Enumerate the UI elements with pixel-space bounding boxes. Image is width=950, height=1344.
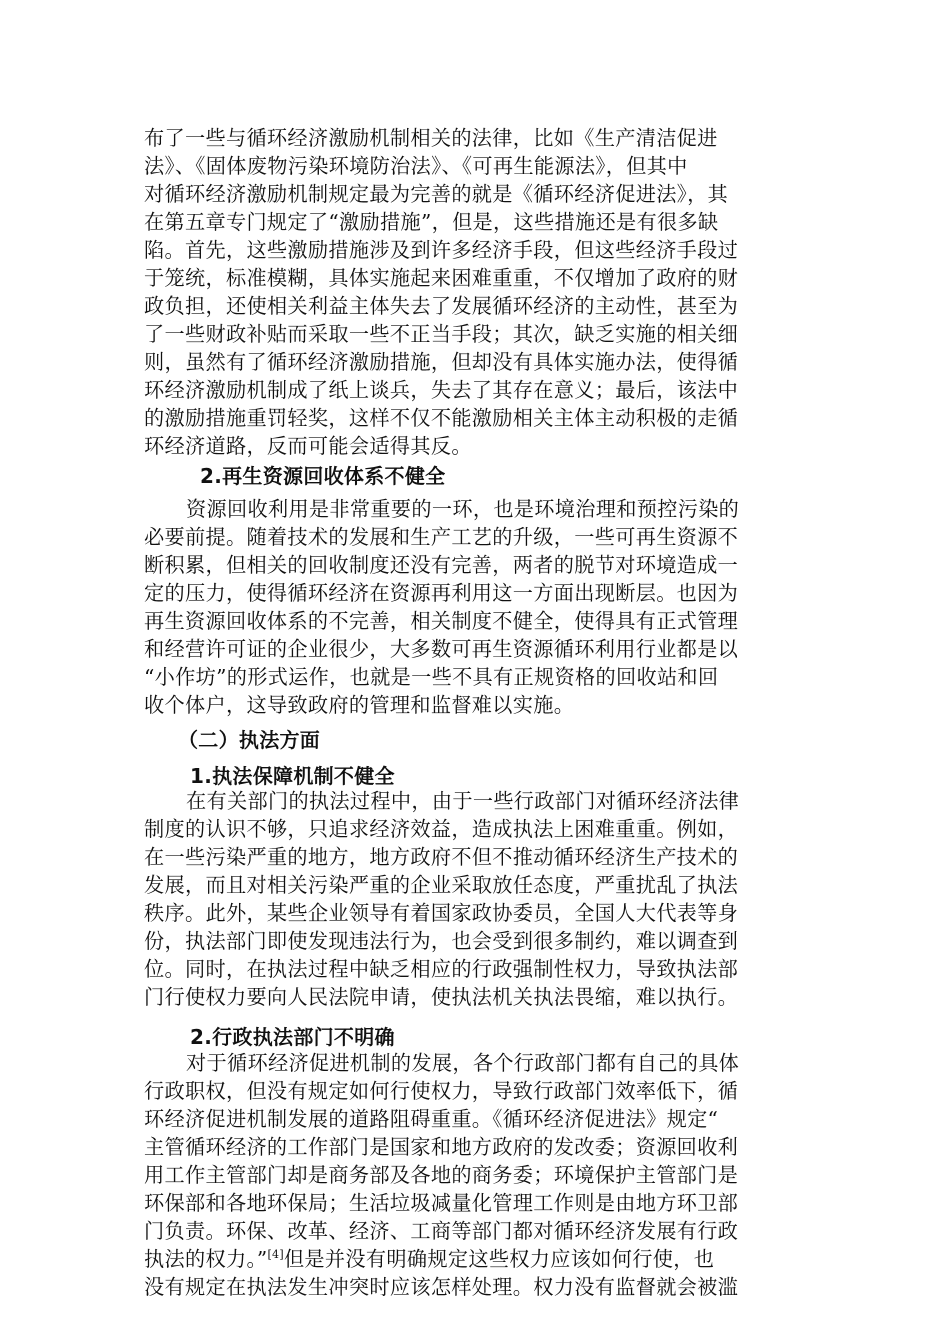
text-line: 环经济道路，反而可能会适得其反。 xyxy=(144,434,472,458)
text-line: 布了一些与循环经济激励机制相关的法律，比如《生产清洁促进 xyxy=(144,126,718,150)
text-line: 门行使权力要向人民法院申请，使执法机关执法畏缩，难以执行。 xyxy=(144,985,739,1009)
text-line: 的激励措施重罚轻奖，这样不仅不能激励相关主体主动积极的走循 xyxy=(144,406,739,430)
section-heading: 2.再生资源回收体系不健全 xyxy=(200,464,446,488)
text-line: 必要前提。随着技术的发展和生产工艺的升级，一些可再生资源不 xyxy=(144,525,739,549)
text-line: 制度的认识不够，只追求经济效益，造成执法上困难重重。例如， xyxy=(144,817,739,841)
text-line: 用工作主管部门却是商务部及各地的商务委；环境保护主管部门是 xyxy=(144,1163,739,1187)
text-line: 主管循环经济的工作部门是国家和地方政府的发改委；资源回收利 xyxy=(144,1135,739,1159)
text-line: 环保部和各地环保局；生活垃圾减量化管理工作则是由地方环卫部 xyxy=(144,1191,739,1215)
text-line: 断积累，但相关的回收制度还没有完善，两者的脱节对环境造成一 xyxy=(144,553,739,577)
subsection-heading: 2.行政执法部门不明确 xyxy=(190,1025,395,1049)
text-line: 在第五章专门规定了“激励措施”，但是，这些措施还是有很多缺 xyxy=(144,210,719,234)
text-line: 环经济激励机制成了纸上谈兵，失去了其存在意义；最后，该法中 xyxy=(144,378,739,402)
text-line: 行政职权，但没有规定如何行使权力，导致行政部门效率低下，循 xyxy=(144,1079,739,1103)
text-line: 没有规定在执法发生冲突时应该怎样处理。权力没有监督就会被滥 xyxy=(144,1275,739,1299)
text-span: 执法的权力。” xyxy=(144,1247,268,1271)
text-line: 收个体户，这导致政府的管理和监督难以实施。 xyxy=(144,693,575,717)
text-line: 了一些财政补贴而采取一些不正当手段；其次，缺乏实施的相关细 xyxy=(144,322,739,346)
text-line: 政负担，还使相关利益主体失去了发展循环经济的主动性，甚至为 xyxy=(144,294,739,318)
text-line: 门负责。环保、改革、经济、工商等部门都对循环经济发展有行政 xyxy=(144,1219,739,1243)
text-line xyxy=(144,1245,714,1273)
text-line: 在有关部门的执法过程中，由于一些行政部门对循环经济法律 xyxy=(186,789,740,813)
text-line: 份，执法部门即使发现违法行为，也会受到很多制约，难以调查到 xyxy=(144,929,739,953)
text-line: 环经济促进机制发展的道路阻碍重重。《循环经济促进法》规定“ xyxy=(144,1107,719,1131)
text-line: 对于循环经济促进机制的发展，各个行政部门都有自己的具体 xyxy=(186,1051,740,1075)
text-line: 法》、《固体废物污染环境防治法》、《可再生能源法》，但其中 xyxy=(144,154,688,178)
section-heading: （二）执法方面 xyxy=(178,728,321,752)
text-line: 秩序。此外，某些企业领导有着国家政协委员，全国人大代表等身 xyxy=(144,901,739,925)
citation-marker: [4] xyxy=(267,1248,284,1261)
text-line: 则，虽然有了循环经济激励措施，但却没有具体实施办法，使得循 xyxy=(144,350,739,374)
text-line: 定的压力，使得循环经济在资源再利用这一方面出现断层。也因为 xyxy=(144,581,739,605)
text-line: 和经营许可证的企业很少，大多数可再生资源循环利用行业都是以 xyxy=(144,637,739,661)
text-line: “小作坊”的形式运作，也就是一些不具有正规资格的回收站和回 xyxy=(144,665,719,689)
text-line: 陷。首先，这些激励措施涉及到许多经济手段，但这些经济手段过 xyxy=(144,238,739,262)
text-line: 对循环经济激励机制规定最为完善的就是《循环经济促进法》，其 xyxy=(144,182,729,206)
text-span: 但是并没有明确规定这些权力应该如何行使，也 xyxy=(283,1247,715,1271)
text-line: 资源回收利用是非常重要的一环，也是环境治理和预控污染的 xyxy=(186,497,740,521)
subsection-heading: 1.执法保障机制不健全 xyxy=(190,764,395,788)
text-line: 在一些污染严重的地方，地方政府不但不推动循环经济生产技术的 xyxy=(144,845,739,869)
text-line: 位。同时，在执法过程中缺乏相应的行政强制性权力，导致执法部 xyxy=(144,957,739,981)
text-line: 再生资源回收体系的不完善，相关制度不健全，使得具有正式管理 xyxy=(144,609,739,633)
text-line: 发展，而且对相关污染严重的企业采取放任态度，严重扰乱了执法 xyxy=(144,873,739,897)
text-line: 于笼统，标准模糊，具体实施起来困难重重，不仅增加了政府的财 xyxy=(144,266,739,290)
